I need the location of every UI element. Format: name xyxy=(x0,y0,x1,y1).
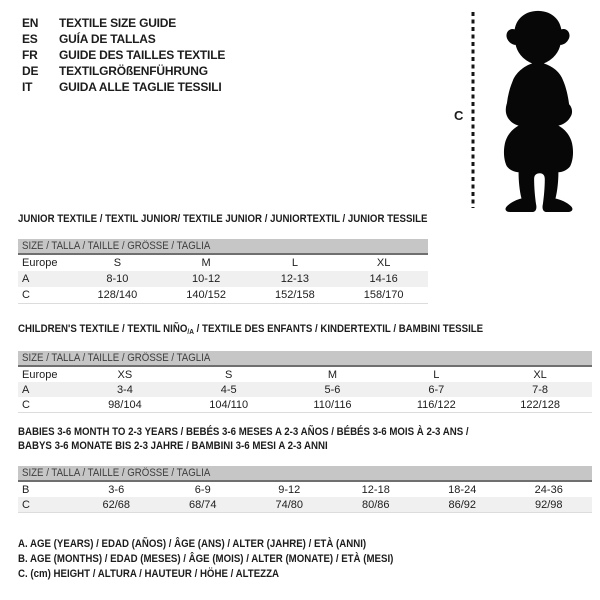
table-row-height xyxy=(18,497,592,512)
age-cell: 14-16 xyxy=(369,273,398,285)
legend-line-a xyxy=(18,537,445,552)
table-row-height xyxy=(18,287,428,303)
size-cell: M xyxy=(201,257,211,269)
junior-table-title xyxy=(18,212,428,226)
junior-textile-section xyxy=(18,212,428,304)
language-row-en xyxy=(22,15,225,31)
title-part: CHILDREN'S TEXTILE / TEXTIL NIÑO xyxy=(18,323,188,335)
language-code: IT xyxy=(22,80,33,94)
measurement-legend xyxy=(18,537,445,582)
age-cell: 6-9 xyxy=(194,483,211,496)
height-cell: 158/170 xyxy=(363,289,404,301)
size-cell: S xyxy=(225,368,233,381)
language-title-list xyxy=(22,15,225,95)
children-textile-section xyxy=(18,322,592,413)
age-cell: 6-7 xyxy=(428,383,445,396)
babies-table-title xyxy=(18,425,592,453)
babies-table-title-line1 xyxy=(18,425,592,439)
size-header-bar xyxy=(18,351,592,367)
height-cell: 62/68 xyxy=(102,498,131,511)
language-label: TEXTILGRÖßENFÜHRUNG xyxy=(59,64,208,78)
height-cell: 80/86 xyxy=(361,498,390,511)
size-header-label: SIZE / TALLA / TAILLE / GRÖSSE / TAGLIA xyxy=(22,467,211,479)
age-cell: 7-8 xyxy=(532,383,549,396)
height-dotted-line xyxy=(470,10,476,210)
row-label: B xyxy=(22,483,30,496)
age-cell: 4-5 xyxy=(220,383,237,396)
title-part: BABYS 3-6 MONATE BIS 2-3 JAHRE / BAMBINI 3-6 MESI A 2-3 ANNI xyxy=(18,440,328,452)
age-cell: 24-36 xyxy=(534,483,563,496)
title-part: / TEXTILE DES ENFANTS / KINDERTEXTIL / BAMBINI TESSILE xyxy=(193,323,484,335)
row-label: A xyxy=(22,273,30,285)
babies-size-table xyxy=(18,466,592,513)
legend-text: B. AGE (MONTHS) / EDAD (MESES) / ÂGE (MOIS) / ALTER (MONATE) / ETÀ (MESI) xyxy=(18,553,394,565)
age-cell: 10-12 xyxy=(192,273,221,285)
size-cell: XL xyxy=(533,368,547,381)
legend-text: C. (cm) HEIGHT / ALTURA / HAUTEUR / HÖHE / ALTEZZA xyxy=(18,568,280,580)
age-cell: 3-4 xyxy=(116,383,133,396)
size-cell: S xyxy=(113,257,122,269)
age-cell: 12-13 xyxy=(280,273,309,285)
children-table-title-text xyxy=(18,322,483,339)
language-code: EN xyxy=(22,16,39,30)
age-cell: 3-6 xyxy=(108,483,125,496)
age-cell: 9-12 xyxy=(278,483,301,496)
row-label: C xyxy=(22,289,30,301)
language-label: TEXTILE SIZE GUIDE xyxy=(59,16,177,30)
height-cell: 104/110 xyxy=(209,398,249,411)
language-code: ES xyxy=(22,32,38,46)
age-cell: 12-18 xyxy=(361,483,390,496)
age-cell: 18-24 xyxy=(448,483,477,496)
language-row-fr xyxy=(22,47,225,63)
height-cell: 140/152 xyxy=(186,289,226,301)
height-figure xyxy=(452,8,592,214)
height-cell: 110/116 xyxy=(313,398,352,411)
legend-line-b xyxy=(18,552,445,567)
language-label: GUIDE DES TAILLES TEXTILE xyxy=(59,48,226,62)
height-cell: 92/98 xyxy=(534,498,563,511)
height-cell: 74/80 xyxy=(275,498,304,511)
size-cell: XS xyxy=(117,368,133,381)
row-label: Europe xyxy=(22,368,58,381)
height-cell: 122/128 xyxy=(520,398,560,411)
language-label: GUIDA ALLE TAGLIE TESSILI xyxy=(59,80,222,94)
language-code: DE xyxy=(22,64,39,78)
height-cell: 116/122 xyxy=(416,398,456,411)
legend-text: A. AGE (YEARS) / EDAD (AÑOS) / ÂGE (ANS) / ALTER (JAHRE) / ETÀ (ANNI) xyxy=(18,538,367,550)
language-row-es xyxy=(22,31,225,47)
height-cell: 128/140 xyxy=(97,289,138,301)
age-cell: 5-6 xyxy=(324,383,341,396)
table-row-age-years xyxy=(18,382,592,397)
row-label: C xyxy=(22,498,30,511)
table-row-europe xyxy=(18,255,428,271)
title-part: BABIES 3-6 MONTH TO 2-3 YEARS / BEBÉS 3-6 MESES A 2-3 AÑOS / BÉBÉS 3-6 MOIS À 2-3 ANS / xyxy=(18,426,469,438)
height-cell: 68/74 xyxy=(188,498,217,511)
language-code: FR xyxy=(22,48,38,62)
size-cell: M xyxy=(327,368,338,381)
language-label: GUÍA DE TALLAS xyxy=(59,32,156,46)
table-row-age-years xyxy=(18,271,428,287)
table-row-age-months xyxy=(18,482,592,497)
height-cell: 152/158 xyxy=(274,289,315,301)
junior-table-title-text: JUNIOR TEXTILE / TEXTIL JUNIOR/ TEXTILE JUNIOR / JUNIORTEXTIL / JUNIOR TESSILE xyxy=(18,213,428,225)
legend-line-c xyxy=(18,567,445,582)
size-header-label: SIZE / TALLA / TAILLE / GRÖSSE / TAGLIA xyxy=(22,352,211,364)
table-row-height xyxy=(18,397,592,412)
size-header-bar xyxy=(18,466,592,482)
babies-table-title-line2 xyxy=(18,439,592,453)
title-subscript: /A xyxy=(187,327,194,336)
size-cell: XL xyxy=(376,257,391,269)
junior-size-table xyxy=(18,239,428,304)
row-label: A xyxy=(22,383,30,396)
size-header-bar xyxy=(18,239,428,255)
height-cell: 98/104 xyxy=(108,398,142,411)
table-row-europe xyxy=(18,367,592,382)
row-label: C xyxy=(22,398,30,411)
height-measure-label: C xyxy=(454,108,464,123)
children-table-title xyxy=(18,322,592,339)
children-size-table xyxy=(18,351,592,413)
row-label: Europe xyxy=(22,257,58,269)
age-cell: 8-10 xyxy=(106,273,129,285)
toddler-silhouette-icon xyxy=(477,8,599,214)
language-row-it xyxy=(22,79,225,95)
size-cell: L xyxy=(433,368,440,381)
size-header-label: SIZE / TALLA / TAILLE / GRÖSSE / TAGLIA xyxy=(22,240,211,252)
language-row-de xyxy=(22,63,225,79)
babies-textile-section xyxy=(18,425,592,513)
size-cell: L xyxy=(291,257,298,269)
height-cell: 86/92 xyxy=(448,498,477,511)
